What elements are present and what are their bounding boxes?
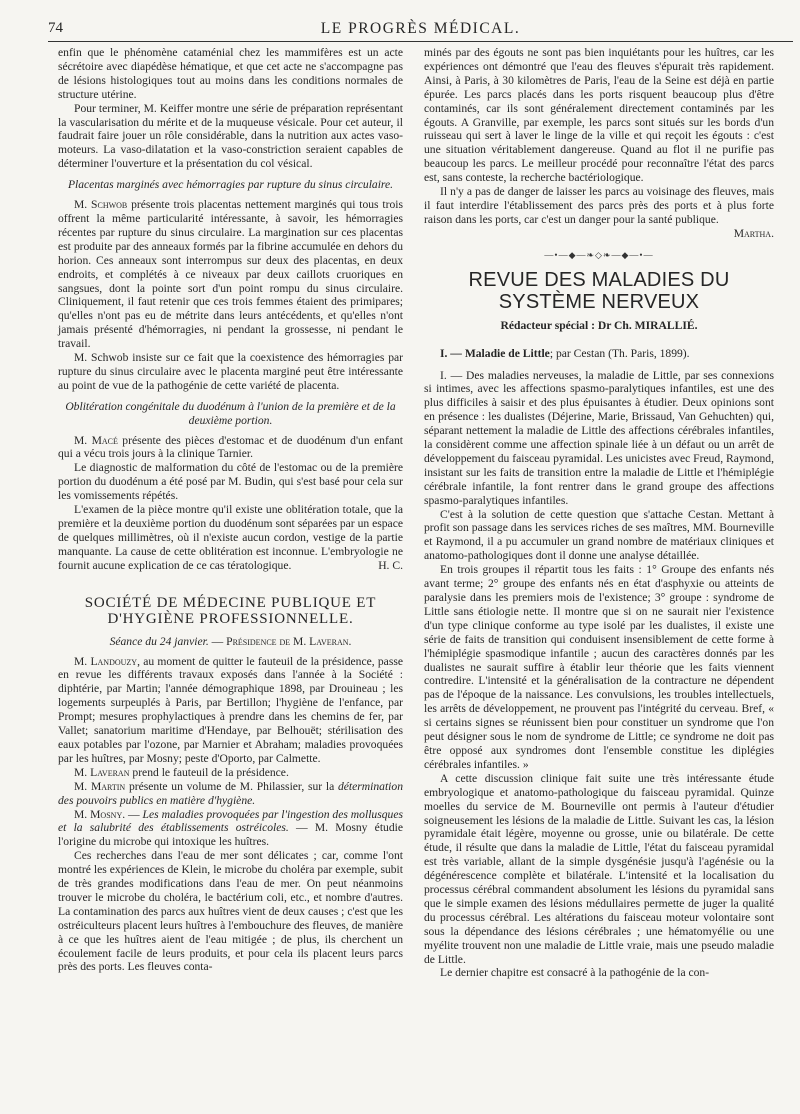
paragraph: Le diagnostic de malformation du côté de l'estomac ou de la première portion du duodénum a été posé par M. Budin, qui s'est basé pour cela sur les vomissements répétés.	[58, 461, 403, 503]
dash: . —	[122, 807, 143, 821]
page-number: 74	[48, 20, 63, 36]
paragraph	[58, 655, 403, 766]
left-column	[58, 46, 403, 974]
paragraph	[58, 503, 403, 573]
italic-text: détermination des pouvoirs publics en matière d'hygiène.	[58, 779, 403, 807]
lead: M.	[74, 654, 91, 668]
presidency: — Présidence de M. Laveran.	[208, 634, 352, 648]
paragraph	[58, 808, 403, 850]
article-ref: ; par Cestan (Th. Paris, 1899).	[549, 346, 690, 360]
person-name: Macé	[91, 433, 118, 447]
paragraph: C'est à la solution de cette question que s'attache Cestan. Mettant à profit son passage dans les services riches de ses maîtres, MM. Bourneville et Raymond, il a pu accumuler un grand nombre de matériaux cliniques et anatomo-pathologiques dont il donne une analyse détaillée.	[424, 507, 774, 563]
paragraph: I. — Des maladies nerveuses, la maladie de Little, par ses connexions si intimes, avec les affections spasmo-paralytiques infantiles, est une des plus difficiles à saisir et des plus épuisantes à étudier. Deux opinions sont en présence : les dualistes (Déjerine, Marie, Brissaud, Van Gehuchten) qui, séparant nettement la maladie de Little des affections cérébrales infantiles, la considèrent comme une affection spinale liée à un défaut ou un arrêt de développement du faisceau pyramidal. Les unicistes avec Freud, Raymond, insistant sur les faits de transition entre la maladie de Little et l'hémiplégie cérébrale infantile, la font rentrer dans le grand groupe des affections spasmo-paralytiques infantiles.	[424, 368, 774, 507]
lead: M.	[74, 198, 92, 212]
page-header	[48, 20, 793, 42]
text: présente un volume de M. Philassier, sur la	[125, 779, 338, 793]
text: présente des pièces d'estomac et de duodénum d'un enfant qui a vécu trois jours à la clinique Tarnier.	[58, 433, 403, 461]
paragraph: Pour terminer, M. Keiffer montre une série de préparation représentant la vascularisation du mérite et de la muqueuse vésicale. Pour cet auteur, il faudrait faire jouer un rôle considérable, dans la nutrition aux actes vaso-moteurs. La vaso-dilatation et la vaso-constriction seraient capables de déterminer l'ouverture et la présentation du col vésical.	[58, 101, 403, 171]
article-number: I. —	[440, 346, 465, 360]
subheading: Placentas marginés avec hémorragies par rupture du sinus circulaire.	[67, 178, 394, 192]
section-title: SOCIÉTÉ DE MÉDECINE PUBLIQUE ET D'HYGIÈNE PROFESSIONNELLE.	[84, 594, 377, 627]
paragraph: A cette discussion clinique fait suite une très intéressante étude embryologique et anatomo-pathologique du faisceau pyramidal. Quinze moelles du service de M. Bourneville ont permis à l'auteur d'étudier soigneusement les lésions de la maladie de Little. Suivant les cas, la lésion pyramidale était légère, moyenne ou grosse, unie ou bilatérale. De cette étude, il résulte que dans la maladie de Little, l'état du faisceau pyramidal est très variable, allant de la simple dysgénésie jusqu'à l'agénésie ou la dégénérescence complète et bilatérale. L'intensité et la localisation du processus cérébral commandent absolument les lésions du pyramidal sans que le simple examen des lésions médullaires permette de juger la qualité du processus cérébral. Les altérations du faisceau moteur volontaire sont sous la dépendance des lésions cérébrales ; une hématomyélie ou une myélite trouvent non une maladie de Little vraie, mais une pseudo maladie de Little.	[424, 771, 774, 966]
article-title	[424, 347, 774, 361]
text: prend le fauteuil de la présidence.	[129, 765, 289, 779]
text: — M. Mosny étudie l'origine du microbe qui intoxique les huîtres.	[58, 821, 403, 849]
subheading: Oblitération congénitale du duodénum à l'union de la première et de la deuxième portion.	[65, 399, 396, 427]
paragraph	[424, 185, 774, 240]
paragraph	[58, 766, 403, 780]
article-name: Maladie de Little	[464, 346, 550, 360]
lead: M.	[74, 433, 92, 447]
paragraph: En trois groupes il répartit tous les faits : 1° Groupe des enfants nés avant terme; 2° groupe des enfants nés en état d'asphyxie ou atteints de paralysie dans les premiers mois de l'existence; 3° groupe : syndrome de Little sans étiologie nette. Il montre que si on ne saurait nier l'existence d'un type clinique conforme au type isolé par les dualistes, il existe une série de faits de transition qui conduisent insensiblement de cette forme à l'hémiplégie spasmodique infantile ; aucun des caractères donnés par les dualistes ne saurait suffire à établir leur théorie que les faits viennent contredire. L'intensité et la généralisation de la contracture ne dépendent pas de l'époque de la naissance. Les convulsions, les troubles intellectuels, les arrêts de développement, ne prouvent pas l'intégrité du cerveau. Bref, « si certains signes se réunissent bien pour constituer un syndrome que l'on peut désigner sous le nom de syndrome de Little; ce syndrome ne doit pas être opposé aux syndromes dont l'ensemble constitue les diplégies cérébrales infantiles. »	[424, 563, 774, 771]
header-rule	[48, 41, 793, 42]
paragraph	[58, 780, 403, 808]
paragraph: minés par des égouts ne sont pas bien inquiétants pour les huîtres, car les expériences ont démontré que l'eau des fleuves s'épurait très rapidement. Ainsi, à Paris, à 30 kilomètres de Paris, l'eau de la Seine est déjà en partie épurée. Les parcs placés dans les ports risquent beaucoup plus d'être contaminés, car ils sont généralement directement contaminés par les égouts. A Granville, par exemple, les parcs sont situés sur les bords d'un ruisseau qui sert à laver le linge de la ville et qui reçoit les égouts : c'est une situation véritablement dangereuse. Quand au flot il ne purifie pas beaucoup les parcs. Le meilleur procédé pour reconnaître l'état des parcs est, sans conteste, la recherche bactériologique.	[424, 46, 774, 185]
paragraph: M. Schwob insiste sur ce fait que la coexistence des hémorragies par rupture du sinus circulaire avec le placenta marginé peut être intéressante au point de vue de la pathogénie de cette variété de placenta.	[58, 351, 403, 392]
text: présente trois placentas nettement marginés qui tous trois offrent la même particularité intéressante, à savoir, les hémorragies récentes par rupture du sinus circulaire. La margination sur ces placentas est produite par des anneaux formés par la fibrine accumulée en dehors du horion. Ces anneaux sont interrompus sur deux des placentas, en deux endroits, et complétés à ce niveaux par deux caillots cruoriques en sangsues, dont la pointe sort d'un point rompu du sinus circulaire. Cliniquement, il faut retenir que ces trois femmes étaient des primipares; qu'elles n'ont pas eu de métrite dans leurs antécédents, et qu'elles n'ont jamais présenté d'hémorragies, ni pendant la grossesse, ni pendant le travail.	[58, 198, 404, 351]
person-name: Laveran	[90, 765, 130, 779]
signature: Martha.	[733, 226, 774, 240]
session-date: Séance du 24 janvier.	[109, 634, 209, 648]
person-name: Landouzy	[90, 654, 138, 668]
italic-text: Les maladies provoquées par l'ingestion des mollusques et la salubrité des établissements ostréicoles.	[58, 807, 403, 835]
paragraph: Ces recherches dans l'eau de mer sont délicates ; car, comme l'ont montré les expériences de Klein, le microbe du choléra par exemple, subit de très grandes modifications dans l'eau de mer. On peut néanmoins trouver le microbe du choléra, le bactérium coli, etc., et nombre d'autres. La contamination des parcs aux huîtres vient de deux causes ; c'est que les ostréiculteurs placent leurs huîtres à l'embouchure des fleuves, de manière à ce que les huîtres aient de l'eau mitigée ; de plus, ils cherchent un écoulement facile de leurs produits, et pour cela ils placent leurs parcs près des ports. Les fleuves conta-	[58, 849, 403, 974]
text: , au moment de quitter le fauteuil de la présidence, passe en revue les différents travaux exposés dans l'année à la Société : diphtérie, par Martin; l'année démographique 1898, par Drouineau ; les logements surpeuplés à Paris, par Bertillon; l'hygiène de l'enfance, par Prompt; mesures prophylactiques à prendre dans les chemins de fer, par Vallet; sanatorium maritime d'Hendaye, par Belhouët; stérilisation des eaux potables par l'ozone, par Marnier et Abraham; maladies provoquées par les huîtres, par Mosny; peste d'Oporto, par Calmette.	[58, 654, 403, 765]
lead: M.	[74, 765, 91, 779]
paragraph: Le dernier chapitre est consacré à la pathogénie de la con-	[440, 966, 710, 980]
text: Il n'y a pas de danger de laisser les parcs au voisinage des fleuves, mais il faut interdire l'établissement des parcs près des ports et à plus forte raison dans les ports, car c'est un danger pour la santé publique.	[424, 185, 774, 226]
section-title: REVUE DES MALADIES DU SYSTÈME NERVEUX	[468, 268, 730, 313]
paragraph	[58, 434, 403, 462]
editor-line: Rédacteur spécial : Dr Ch. MIRALLIÉ.	[500, 318, 698, 332]
text: L'examen de la pièce montre qu'il existe une oblitération totale, que la première et la deuxième portion du duodénum sont séparées par un espace de quelques millimètres, où il n'existe aucun cordon, vestige de la partie manquante. La cause de cette oblitération est inconnue. L'embryologie ne fournit aucune explication de ce cas tératologique.	[58, 503, 403, 572]
paragraph	[58, 198, 403, 351]
lead: M.	[74, 779, 91, 793]
person-name: Martin	[90, 779, 126, 793]
paragraph: enfin que le phénomène cataménial chez les mammifères est un acte sécrétoire avec diapédèse hématique, et que cet acte ne s'accompagne pas de lésions histologiques tout au moins dans les conditions normales de structure utérine.	[58, 46, 403, 101]
right-column	[424, 46, 774, 980]
person-name: Schwob	[91, 198, 128, 212]
ornament-divider: —•—◆—❧◇❧—◆—•—	[544, 249, 654, 260]
running-title: LE PROGRÈS MÉDICAL.	[320, 20, 521, 37]
lead: M.	[74, 807, 91, 821]
session-line	[58, 635, 403, 649]
signature: H. C.	[378, 558, 403, 572]
person-name: Mosny	[90, 807, 123, 821]
